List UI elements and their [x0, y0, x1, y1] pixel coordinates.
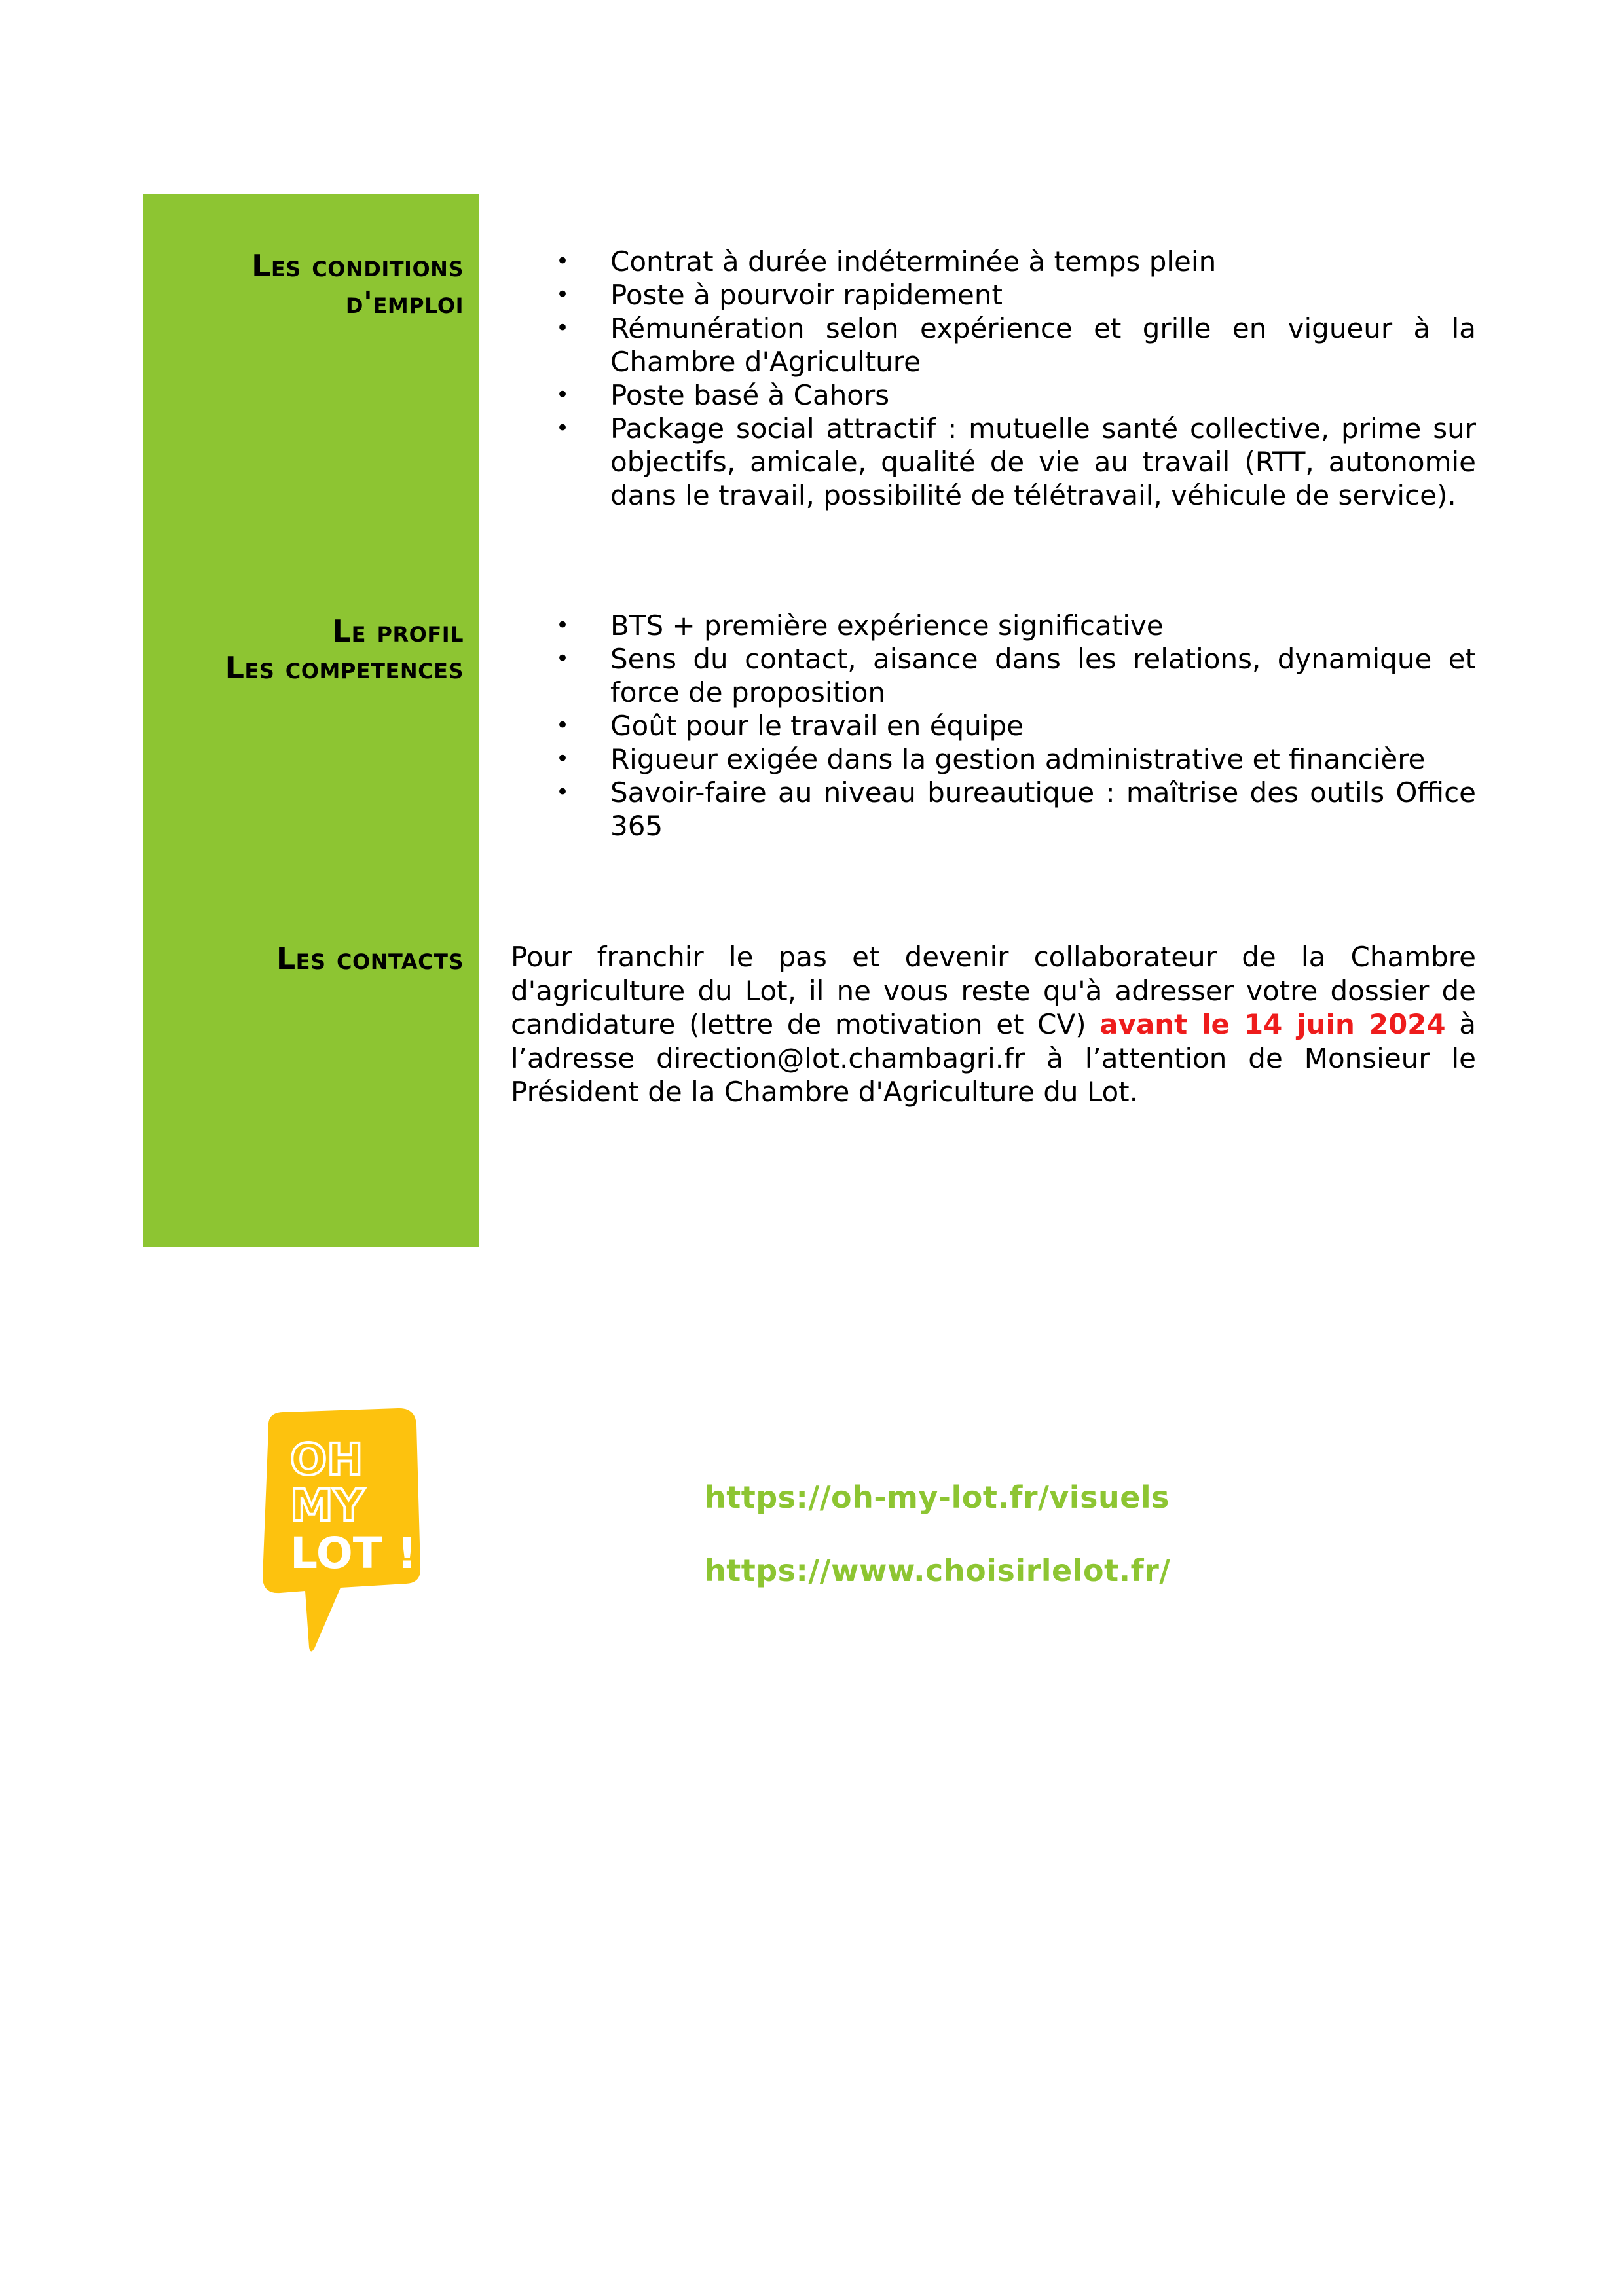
bullet-icon: • — [555, 712, 570, 738]
bullet-icon: • — [555, 779, 570, 805]
bullet-icon: • — [555, 315, 570, 341]
bullet-icon: • — [555, 382, 570, 408]
bullet-icon: • — [555, 612, 570, 638]
bullet-icon: • — [555, 282, 570, 308]
list-item: • Rigueur exigée dans la gestion administrative et financière — [553, 742, 1476, 776]
list-item: • Goût pour le travail en équipe — [553, 709, 1476, 742]
list-item: • Rémunération selon expérience et grille en vigueur à la Chambre d'Agriculture — [553, 312, 1476, 378]
application-deadline: avant le 14 juin 2024 — [1099, 1008, 1446, 1040]
list-item: • Sens du contact, aisance dans les relations, dynamique et force de proposition — [553, 642, 1476, 709]
conditions-list — [553, 245, 1476, 512]
label-conditions-emploi — [251, 247, 464, 321]
bullet-icon: • — [555, 646, 570, 672]
list-item: • BTS + première expérience significative — [553, 609, 1476, 642]
label-line: Les contacts — [276, 941, 464, 976]
label-line: Les competences — [225, 650, 464, 685]
profile-list — [553, 609, 1476, 843]
label-line: Le profil — [331, 613, 464, 649]
link-oh-my-lot-visuels[interactable]: https://oh-my-lot.fr/visuels — [705, 1480, 1170, 1515]
contacts-paragraph: Pour franchir le pas et devenir collaborateur de la Chambre d'agriculture du Lot, il ne vous reste qu'à adresser votre dossier de candidature (lettre de motivation et CV) avant le 14 juin 2024 à l’adresse direction@lot.chambagri.fr à l’attention de Monsieur le Président de la Chambre d'Agriculture du Lot. — [511, 941, 1476, 1108]
oh-my-lot-logo — [249, 1408, 439, 1656]
label-profil-competences — [225, 613, 464, 686]
list-item: • Poste à pourvoir rapidement — [553, 278, 1476, 312]
list-item: • Contrat à durée indéterminée à temps plein — [553, 245, 1476, 278]
list-item: • Package social attractif : mutuelle santé collective, prime sur objectifs, amicale, qualité de vie au travail (RTT, autonomie dans le travail, possibilité de télétravail, véhicule de service). — [553, 412, 1476, 512]
bullet-icon: • — [555, 415, 570, 441]
label-line: Les conditions — [251, 248, 464, 283]
logo-text-my: MY — [290, 1480, 365, 1531]
bullet-icon: • — [555, 746, 570, 772]
bullet-icon: • — [555, 248, 570, 274]
label-contacts — [276, 940, 464, 977]
speech-bubble-icon — [249, 1408, 439, 1656]
logo-text-lot: LOT ! — [290, 1528, 417, 1578]
list-item: • Poste basé à Cahors — [553, 378, 1476, 412]
conditions-list-section — [553, 245, 1476, 512]
section-label-sidebar — [143, 194, 479, 1247]
link-choisir-le-lot[interactable]: https://www.choisirlelot.fr/ — [705, 1553, 1171, 1588]
label-line: d'emploi — [345, 285, 464, 320]
links-block — [705, 1480, 1171, 1626]
list-item: • Savoir-faire au niveau bureautique : maîtrise des outils Office 365 — [553, 776, 1476, 843]
logo-text-oh: OH — [290, 1434, 363, 1485]
profile-list-section — [553, 609, 1476, 843]
